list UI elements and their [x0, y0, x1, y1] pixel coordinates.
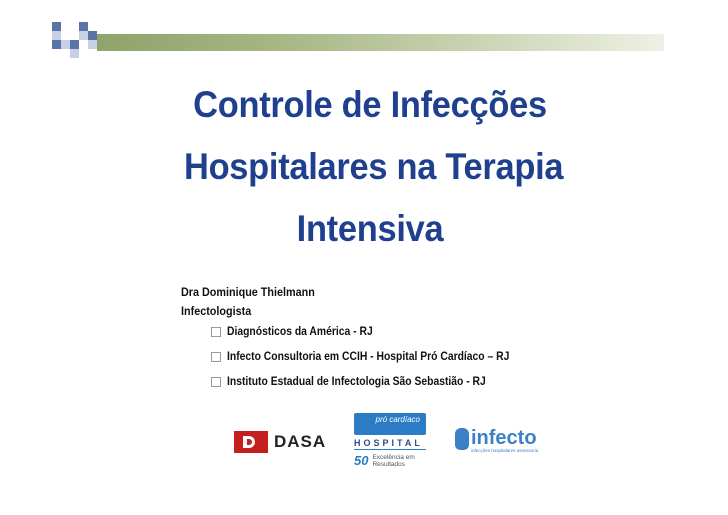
title-line: Controle de Infecções — [193, 84, 547, 125]
infecto-logo-subtitle: infecções hospitalares assessoria — [471, 448, 539, 453]
divider — [354, 449, 426, 450]
author-name: Dra Dominique Thielmann — [181, 285, 315, 299]
decor-square — [79, 22, 88, 31]
decor-square — [88, 31, 97, 40]
decor-square — [52, 31, 61, 40]
affiliation-text: Infecto Consultoria em CCIH - Hospital Pró Cardíaco – RJ — [227, 350, 510, 363]
author-block — [181, 283, 330, 321]
decor-square — [52, 22, 61, 31]
hospital-logo-word: HOSPITAL — [354, 438, 423, 448]
decor-square — [70, 49, 79, 58]
title-line: Hospitalares na Terapia — [184, 146, 564, 187]
title-line: Intensiva — [296, 208, 444, 249]
decor-square — [70, 40, 79, 49]
list-item — [211, 369, 541, 394]
infecto-logo-text-group — [471, 428, 538, 454]
hospital-logo-name: pró cardíaco — [375, 415, 420, 424]
hospital-logo-banner — [354, 413, 426, 435]
bullet-square-icon — [211, 327, 221, 337]
affiliation-text: Diagnósticos da América - RJ — [227, 325, 373, 338]
bullet-square-icon — [211, 377, 221, 387]
decor-square — [88, 40, 97, 49]
bullet-square-icon — [211, 352, 221, 362]
dasa-logo-text: DASA — [274, 432, 327, 451]
affiliation-list — [211, 319, 541, 394]
hospital-tagline: Excelência em Resultados — [372, 453, 415, 468]
hand-icon — [455, 428, 469, 450]
dasa-logo — [234, 431, 326, 453]
hospital-logo-footer — [354, 453, 426, 468]
decor-square — [52, 40, 61, 49]
infecto-logo-text: infecto — [471, 427, 537, 449]
infecto-logo — [455, 428, 538, 454]
author-role: Infectologista — [181, 304, 252, 318]
affiliation-text: Instituto Estadual de Infectologia São Sebastião - RJ — [227, 375, 486, 388]
decor-square — [61, 40, 70, 49]
decor-square — [79, 31, 88, 40]
hospital-years: 50 — [354, 453, 369, 468]
list-item — [211, 319, 541, 344]
list-item — [211, 344, 541, 369]
slide-title — [184, 74, 564, 260]
hospital-pro-cardiaco-logo — [354, 413, 426, 471]
dasa-mark-icon — [234, 431, 268, 453]
header-gradient-bar — [97, 34, 664, 51]
